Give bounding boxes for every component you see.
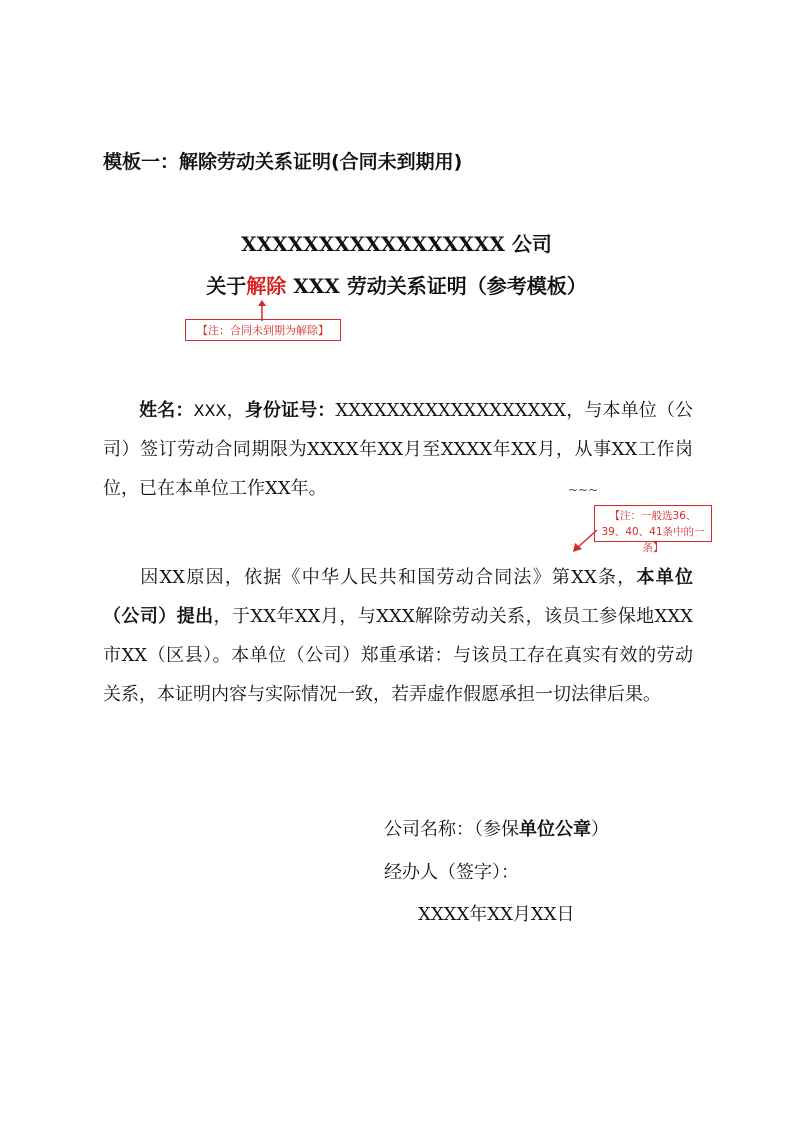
title-highlight: 解除 — [246, 274, 287, 298]
handler-signature-line: 经办人（签字）： — [384, 862, 519, 883]
note-article-choice: 【注：一般选36、39、40、41条中的一条】 — [594, 505, 712, 542]
date-line: XXXX年XX月XX日 — [418, 904, 575, 925]
employee-info-paragraph: 姓名：XXX，身份证号：XXXXXXXXXXXXXXXXXX，与本单位（公司）签订劳动合同期限为XXXX年XX月至XXXX年XX月，从事XX工作岗位，已在本单位工作XX年。 — [103, 400, 694, 499]
document-title: 关于解除 XXX 劳动关系证明（参考模板） — [206, 274, 587, 298]
company-name: XXXXXXXXXXXXXXXXX 公司 — [241, 232, 552, 256]
termination-paragraph: 因XX原因，依据《中华人民共和国劳动合同法》第XX条，本单位（公司）提出，于XX年XX月，与XXX解除劳动关系，该员工参保地XXX市XX（区县）。本单位（公司）郑重承诺：与该员工存在真实有效的劳动关系，本证明内容与实际情况一致，若弄虚作假愿承担一切法律后果。 — [103, 567, 693, 705]
tilde-marks: ~~~ — [568, 483, 599, 497]
company-signature-line: 公司名称：（参保单位公章） — [384, 819, 609, 840]
note-contract-not-expired: 【注：合同未到期为解除】 — [185, 319, 341, 341]
template-heading: 模板一：解除劳动关系证明(合同未到期用) — [103, 151, 463, 173]
arrow-down-left-icon — [571, 528, 599, 554]
